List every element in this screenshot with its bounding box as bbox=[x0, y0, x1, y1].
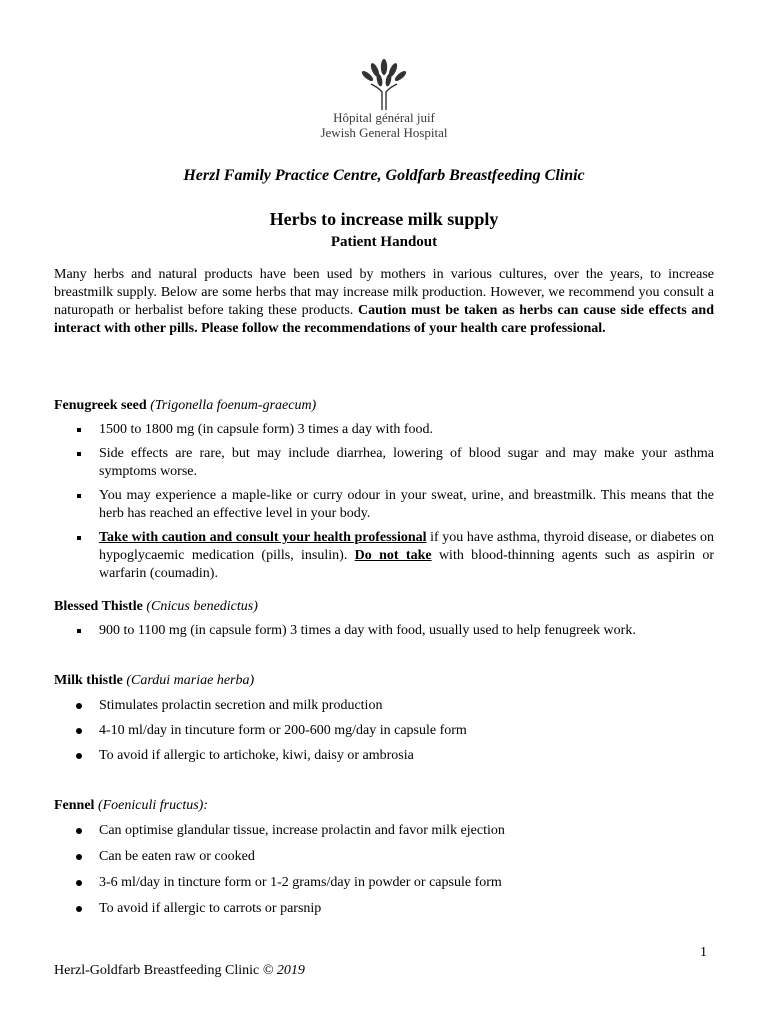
herb-name: Fenugreek seed bbox=[54, 398, 147, 413]
herb-latin-name: (Cardui mariae herba) bbox=[126, 673, 255, 688]
hospital-logo bbox=[0, 58, 768, 140]
page-subtitle: Patient Handout bbox=[330, 234, 438, 250]
footer-copyright: © 2019 bbox=[262, 963, 305, 978]
herb-name: Milk thistle bbox=[54, 673, 123, 688]
fenugreek-heading bbox=[54, 397, 714, 415]
list-item: To avoid if allergic to carrots or parsnip bbox=[54, 900, 714, 918]
list-item: You may experience a maple-like or curry odour in your sweat, urine, and breastmilk. This means that the herb has reached an effective level in your body. bbox=[54, 487, 714, 523]
herb-name: Fennel bbox=[54, 798, 95, 813]
list-item: 900 to 1100 mg (in capsule form) 3 times a day with food, usually used to help fenugreek work. bbox=[54, 622, 714, 640]
herb-latin-name: (Cnicus benedictus) bbox=[146, 599, 258, 614]
intro-caution: Caution must be taken as herbs can cause side effects and interact with other pills. Please follow the recommendations of your health care professional. bbox=[54, 303, 714, 336]
footer-text: Herzl-Goldfarb Breastfeeding Clinic bbox=[54, 963, 263, 978]
intro-text: Many herbs and natural products have been used by mothers in various cultures, over the years, to increase breastmilk supply. Below are some herbs that may increase milk production. However, we recommend you consult a naturopath or herbalist before taking these products. bbox=[54, 267, 714, 318]
list-item: 3-6 ml/day in tincture form or 1-2 grams/day in powder or capsule form bbox=[54, 874, 714, 892]
blessed-thistle-heading bbox=[54, 598, 714, 616]
do-not-take-emphasis: Do not take bbox=[354, 548, 432, 563]
footer bbox=[54, 962, 305, 980]
blessed-thistle-list bbox=[54, 622, 714, 640]
list-item-caution bbox=[54, 529, 714, 583]
herb-latin-name: (Foeniculi fructus): bbox=[97, 798, 208, 813]
list-item: 1500 to 1800 mg (in capsule form) 3 times a day with food. bbox=[54, 421, 714, 439]
herb-latin-name: (Trigonella foenum-graecum) bbox=[150, 398, 317, 413]
list-item: Can be eaten raw or cooked bbox=[54, 848, 714, 866]
milk-thistle-list bbox=[54, 697, 714, 765]
list-item: 4-10 ml/day in tincuture form or 200-600 mg/day in capsule form bbox=[54, 722, 714, 740]
flame-tree-icon bbox=[361, 58, 407, 110]
list-item: Stimulates prolactin secretion and milk production bbox=[54, 697, 714, 715]
fennel-heading bbox=[54, 797, 714, 815]
hospital-name-english: Jewish General Hospital bbox=[320, 125, 448, 140]
page-number: 1 bbox=[700, 945, 707, 960]
caution-end: with blood-thinning agents such as aspirin or warfarin (coumadin). bbox=[99, 548, 714, 581]
page-title: Herbs to increase milk supply bbox=[269, 209, 499, 229]
list-item: Side effects are rare, but may include diarrhea, lowering of blood sugar and may make your asthma symptoms worse. bbox=[54, 445, 714, 481]
fenugreek-list bbox=[54, 421, 714, 583]
herb-name: Blessed Thistle bbox=[54, 599, 143, 614]
caution-text: if you have asthma, thyroid disease, or diabetes on hypoglycaemic medication (pills, insulin). bbox=[99, 530, 714, 563]
intro-paragraph bbox=[54, 266, 714, 338]
list-item: Can optimise glandular tissue, increase prolactin and favor milk ejection bbox=[54, 822, 714, 840]
caution-emphasis: Take with caution and consult your health professional bbox=[99, 530, 427, 545]
hospital-name-french: Hôpital général juif bbox=[333, 110, 435, 125]
milk-thistle-heading bbox=[54, 672, 714, 690]
fennel-list bbox=[54, 822, 714, 918]
clinic-heading: Herzl Family Practice Centre, Goldfarb Breastfeeding Clinic bbox=[183, 167, 585, 184]
list-item: To avoid if allergic to artichoke, kiwi, daisy or ambrosia bbox=[54, 747, 714, 765]
